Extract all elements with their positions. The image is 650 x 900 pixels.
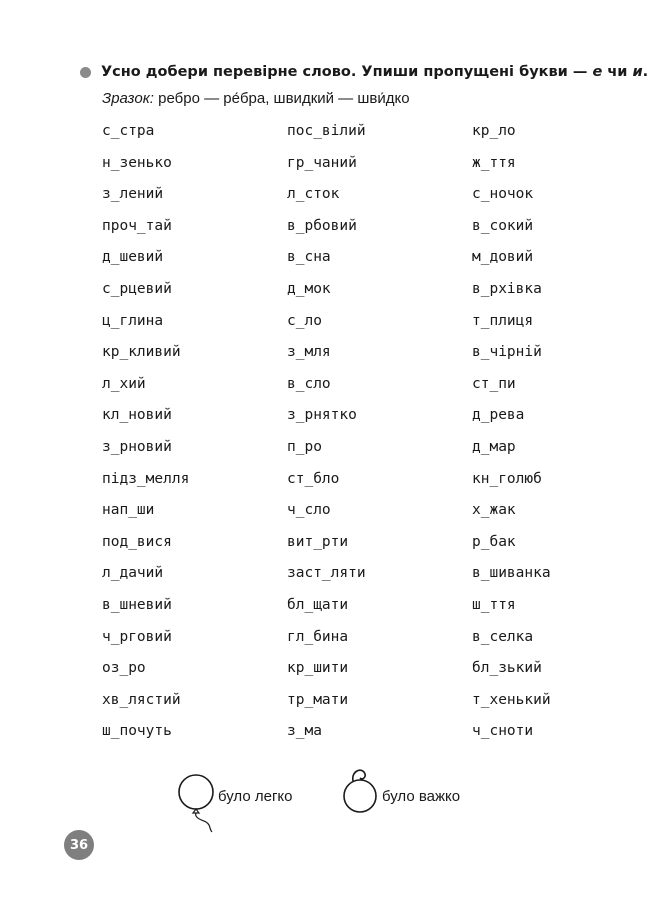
word-cell: в_рбовий: [287, 217, 357, 234]
word-cell: в_чірній: [472, 344, 542, 361]
instruction-or: чи: [602, 64, 633, 80]
instruction-text: Усно добери перевірне слово. Упиши пропущені букви —: [101, 64, 593, 80]
word-cell: в_селка: [472, 628, 534, 645]
instruction-row: [80, 64, 648, 80]
word-cell: х_жак: [472, 502, 516, 519]
word-cell: кл_новий: [102, 407, 172, 424]
word-cell: заст_ляти: [287, 565, 366, 582]
word-cell: с_ночок: [472, 186, 534, 203]
hard-label: було важко: [382, 788, 461, 805]
word-cell: л_сток: [287, 186, 340, 203]
word-cell: д_мок: [287, 280, 331, 297]
word-cell: д_мар: [472, 438, 516, 455]
example-line: [102, 90, 410, 107]
word-cell: ш_ття: [472, 596, 516, 613]
word-cell: в_рхівка: [472, 280, 542, 297]
word-grid: [102, 120, 582, 752]
instruction-end: .: [642, 64, 649, 80]
word-cell: д_шевий: [102, 249, 164, 266]
word-cell: оз_ро: [102, 660, 146, 677]
word-cell: под_вися: [102, 533, 172, 550]
easy-label: було легко: [218, 788, 293, 805]
word-cell: підз_мелля: [102, 470, 190, 487]
example-label: Зразок:: [102, 90, 154, 107]
word-cell: м_довий: [472, 249, 534, 266]
word-cell: д_рева: [472, 407, 525, 424]
word-cell: гл_бина: [287, 628, 349, 645]
word-cell: з_рнятко: [287, 407, 357, 424]
letter-y: и: [632, 64, 643, 80]
self-assessment: [0, 768, 650, 838]
word-cell: в_сло: [287, 375, 331, 392]
word-cell: ч_сло: [287, 502, 331, 519]
word-cell: кн_голюб: [472, 470, 542, 487]
word-cell: з_лений: [102, 186, 164, 203]
word-cell: т_хенький: [472, 691, 551, 708]
word-cell: ч_рговий: [102, 628, 172, 645]
word-cell: з_ма: [287, 723, 322, 740]
word-cell: ш_почуть: [102, 723, 172, 740]
word-cell: л_дачий: [102, 565, 164, 582]
bullet-icon: [80, 67, 91, 78]
word-cell: ст_бло: [287, 470, 340, 487]
word-cell: з_рновий: [102, 438, 172, 455]
weight-icon[interactable]: [340, 768, 382, 814]
word-cell: пос_вілий: [287, 123, 366, 139]
example-text: ребро — ре́бра, швидкий — шви́дко: [153, 90, 410, 107]
word-cell: в_сна: [287, 249, 331, 266]
word-cell: гр_чаний: [287, 154, 357, 171]
word-cell: вит_рти: [287, 533, 349, 550]
instruction-title: [101, 64, 648, 80]
word-cell: хв_лястий: [102, 691, 181, 708]
word-cell: с_ло: [287, 312, 322, 329]
word-cell: с_рцевий: [102, 280, 172, 297]
word-cell: ц_глина: [102, 312, 164, 329]
word-cell: тр_мати: [287, 691, 349, 708]
page-number: 36: [64, 830, 94, 860]
word-cell: р_бак: [472, 533, 516, 550]
word-cell: бл_зький: [472, 660, 542, 677]
word-cell: кр_шити: [287, 660, 349, 677]
letter-e: е: [592, 64, 603, 80]
word-cell: проч_тай: [102, 217, 172, 234]
word-cell: кр_ло: [472, 123, 516, 139]
word-cell: бл_щати: [287, 596, 349, 613]
word-cell: в_шневий: [102, 596, 172, 613]
word-cell: п_ро: [287, 438, 322, 455]
word-cell: з_мля: [287, 344, 331, 361]
word-cell: кр_кливий: [102, 344, 181, 361]
word-cell: т_плиця: [472, 312, 534, 329]
word-cell: л_хий: [102, 375, 146, 392]
word-cell: ж_ття: [472, 154, 516, 171]
word-cell: в_сокий: [472, 217, 534, 234]
word-cell: н_зенько: [102, 154, 172, 171]
word-cell: с_стра: [102, 123, 155, 139]
word-cell: ст_пи: [472, 375, 516, 392]
word-cell: в_шиванка: [472, 565, 551, 582]
word-cell: ч_сноти: [472, 723, 534, 740]
word-cell: нап_ши: [102, 502, 155, 519]
